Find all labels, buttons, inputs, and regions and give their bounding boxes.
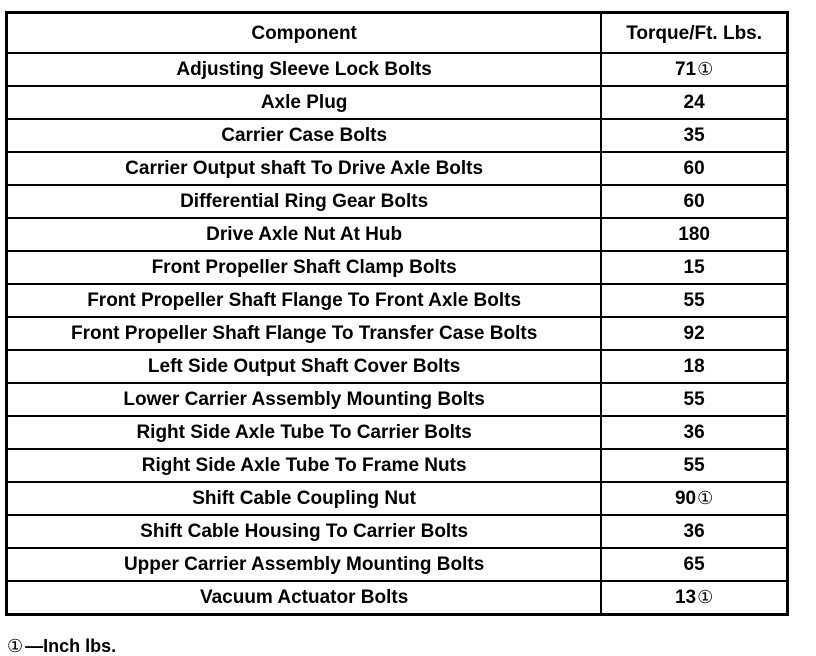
torque-cell bbox=[601, 284, 787, 317]
component-cell: Front Propeller Shaft Flange To Front Axle Bolts bbox=[7, 284, 602, 317]
torque-value: 180 bbox=[678, 224, 710, 245]
torque-cell bbox=[601, 482, 787, 515]
component-cell: Carrier Case Bolts bbox=[7, 119, 602, 152]
torque-value: 60 bbox=[683, 158, 705, 179]
table-row bbox=[7, 284, 788, 317]
torque-value: 71 bbox=[674, 59, 697, 80]
torque-cell bbox=[601, 152, 787, 185]
table-row bbox=[7, 350, 788, 383]
table-row bbox=[7, 416, 788, 449]
torque-cell bbox=[601, 218, 787, 251]
torque-value: 55 bbox=[683, 290, 705, 311]
table-row bbox=[7, 581, 788, 615]
table-header-row bbox=[7, 13, 788, 54]
torque-cell bbox=[601, 515, 787, 548]
torque-value: 36 bbox=[683, 521, 705, 542]
component-cell: Lower Carrier Assembly Mounting Bolts bbox=[7, 383, 602, 416]
component-cell: Carrier Output shaft To Drive Axle Bolts bbox=[7, 152, 602, 185]
table-row bbox=[7, 548, 788, 581]
torque-cell bbox=[601, 251, 787, 284]
table-row bbox=[7, 53, 788, 86]
torque-cell bbox=[601, 416, 787, 449]
torque-cell bbox=[601, 317, 787, 350]
torque-cell bbox=[601, 548, 787, 581]
torque-value: 60 bbox=[683, 191, 705, 212]
table-row bbox=[7, 251, 788, 284]
torque-value: 65 bbox=[683, 554, 705, 575]
torque-value: 55 bbox=[683, 389, 705, 410]
component-cell: Front Propeller Shaft Flange To Transfer Case Bolts bbox=[7, 317, 602, 350]
table-row bbox=[7, 119, 788, 152]
component-column-header: Component bbox=[7, 13, 602, 54]
torque-value: 90 bbox=[674, 488, 697, 509]
torque-cell bbox=[601, 449, 787, 482]
torque-cell bbox=[601, 581, 787, 615]
torque-cell bbox=[601, 185, 787, 218]
table-body bbox=[7, 53, 788, 615]
torque-cell bbox=[601, 86, 787, 119]
torque-value: 18 bbox=[683, 356, 705, 377]
table-row bbox=[7, 317, 788, 350]
torque-specifications-table bbox=[5, 11, 789, 616]
table-row bbox=[7, 449, 788, 482]
torque-cell bbox=[601, 119, 787, 152]
table-row bbox=[7, 185, 788, 218]
component-cell: Drive Axle Nut At Hub bbox=[7, 218, 602, 251]
torque-value: 35 bbox=[683, 125, 705, 146]
component-cell: Differential Ring Gear Bolts bbox=[7, 185, 602, 218]
footnote bbox=[7, 637, 116, 655]
torque-value: 15 bbox=[683, 257, 705, 278]
component-cell: Axle Plug bbox=[7, 86, 602, 119]
torque-cell bbox=[601, 53, 787, 86]
torque-value: 92 bbox=[683, 323, 705, 344]
inch-lbs-footnote-marker: ① bbox=[697, 59, 714, 79]
component-cell: Adjusting Sleeve Lock Bolts bbox=[7, 53, 602, 86]
table-row bbox=[7, 86, 788, 119]
torque-value: 24 bbox=[683, 92, 705, 113]
table-row bbox=[7, 218, 788, 251]
torque-value: 55 bbox=[683, 455, 705, 476]
torque-value: 13 bbox=[674, 587, 697, 608]
component-cell: Front Propeller Shaft Clamp Bolts bbox=[7, 251, 602, 284]
footnote-symbol: ① bbox=[7, 636, 24, 656]
table-row bbox=[7, 482, 788, 515]
torque-column-header: Torque/Ft. Lbs. bbox=[601, 13, 787, 54]
component-cell: Vacuum Actuator Bolts bbox=[7, 581, 602, 615]
component-cell: Shift Cable Coupling Nut bbox=[7, 482, 602, 515]
component-cell: Left Side Output Shaft Cover Bolts bbox=[7, 350, 602, 383]
torque-value: 36 bbox=[683, 422, 705, 443]
torque-cell bbox=[601, 383, 787, 416]
component-cell: Right Side Axle Tube To Carrier Bolts bbox=[7, 416, 602, 449]
torque-cell bbox=[601, 350, 787, 383]
component-cell: Shift Cable Housing To Carrier Bolts bbox=[7, 515, 602, 548]
footnote-text: —Inch lbs. bbox=[25, 636, 117, 656]
component-cell: Right Side Axle Tube To Frame Nuts bbox=[7, 449, 602, 482]
table-row bbox=[7, 515, 788, 548]
component-cell: Upper Carrier Assembly Mounting Bolts bbox=[7, 548, 602, 581]
inch-lbs-footnote-marker: ① bbox=[697, 488, 714, 508]
table-row bbox=[7, 383, 788, 416]
inch-lbs-footnote-marker: ① bbox=[697, 587, 714, 607]
table-row bbox=[7, 152, 788, 185]
